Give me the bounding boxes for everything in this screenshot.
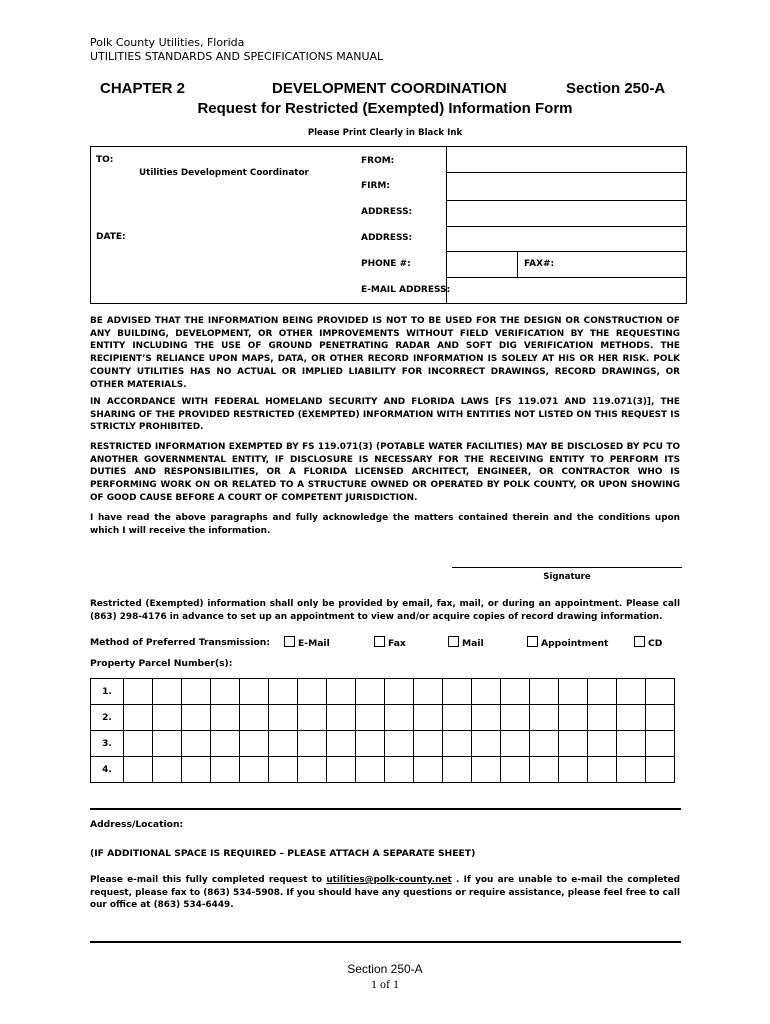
email-option[interactable]: E-Mail	[284, 636, 330, 649]
to-value: Utilities Development Coordinator	[139, 168, 309, 178]
signature-label: Signature	[543, 572, 591, 582]
closing-paragraph: Please e-mail this fully completed request to utilities@polk-county.net . If you are unable to e-mail the completed request, please fax to (863) 534-5908. If you should have any questions or require assistance, please feel free to call our office at (863) 534-6449.	[90, 875, 681, 911]
delivery-note: Restricted (Exempted) information shall only be provided by email, fax, mail, or during an appointment. Please call (863) 298-4176 in advance to set up an appointment to view and/or acquire copies of record drawing information.	[90, 599, 680, 622]
form-title: Request for Restricted (Exempted) Information Form	[197, 100, 573, 117]
address-location-label[interactable]: Address/Location:	[90, 819, 184, 830]
org-name: Polk County Utilities, Florida	[90, 36, 245, 49]
fax-option[interactable]: Fax	[374, 636, 406, 649]
checkbox-icon[interactable]	[448, 636, 459, 647]
date-label: DATE:	[96, 232, 126, 242]
appointment-option[interactable]: Appointment	[527, 636, 608, 649]
parcel-row-number: 3.	[91, 731, 124, 757]
manual-title: UTILITIES STANDARDS AND SPECIFICATIONS MANUAL	[90, 50, 384, 63]
chapter-title: DEVELOPMENT COORDINATION	[272, 80, 507, 97]
parcel-row	[91, 679, 675, 705]
checkbox-icon[interactable]	[634, 636, 645, 647]
firm-label[interactable]: FIRM:	[361, 181, 390, 191]
fax-label[interactable]: FAX#:	[524, 259, 555, 269]
homeland-security-paragraph: IN ACCORDANCE WITH FEDERAL HOMELAND SECURITY AND FLORIDA LAWS [FS 119.071 AND 119.071(3)], THE SHARING OF THE PROVIDED RESTRICTED (EXEMPTED) INFORMATION WITH ENTITIES NOT LISTED ON THIS REQUEST IS STRICTLY PROHIBITED.	[90, 397, 680, 433]
parcel-row	[91, 731, 675, 757]
parcel-row-number: 2.	[91, 705, 124, 731]
phone-label[interactable]: PHONE #:	[361, 259, 411, 269]
email-link[interactable]: utilities@polk-county.net	[326, 875, 452, 885]
parcel-row-number: 1.	[91, 679, 124, 705]
to-label: TO:	[96, 155, 114, 165]
acknowledgement-paragraph: I have read the above paragraphs and fully acknowledge the matters contained therein and the conditions upon which I will receive the information.	[90, 513, 680, 536]
checkbox-icon[interactable]	[284, 636, 295, 647]
cd-option[interactable]: CD	[634, 636, 662, 649]
signature-line[interactable]	[452, 567, 682, 568]
parcel-row-number: 4.	[91, 757, 124, 783]
email-label[interactable]: E-MAIL ADDRESS:	[361, 285, 451, 295]
section-label: Section 250-A	[566, 80, 666, 97]
parcel-label: Property Parcel Number(s):	[90, 658, 233, 669]
address-label-2[interactable]: ADDRESS:	[361, 233, 413, 243]
mail-option[interactable]: Mail	[448, 636, 484, 649]
from-label[interactable]: FROM:	[361, 156, 395, 166]
exemption-paragraph: RESTRICTED INFORMATION EXEMPTED BY FS 119.071(3) (POTABLE WATER FACILITIES) MAY BE DISCLOSED BY PCU TO ANOTHER GOVERNMENTAL ENTITY, IF DISCLOSURE IS NECESSARY FOR THE RECEIVING ENTITY TO PERFORM ITS DUTIES AND RESPONSIBILITIES, OR A FLORIDA LICENSED ARCHITECT, ENGINEER, OR CONTRACTOR WHO IS PERFORMING WORK ON OR RELATED TO A STRUCTURE OWNED OR OPERATED BY POLK COUNTY, OR UPON SHOWING OF GOOD CAUSE BEFORE A COURT OF COMPETENT JURISDICTION.	[90, 442, 680, 503]
footer-rule	[90, 941, 681, 943]
checkbox-icon[interactable]	[527, 636, 538, 647]
parcel-row	[91, 705, 675, 731]
chapter-label: CHAPTER 2	[100, 80, 186, 97]
page-number: 1 of 1	[371, 977, 399, 991]
disclaimer-paragraph: BE ADVISED THAT THE INFORMATION BEING PROVIDED IS NOT TO BE USED FOR THE DESIGN OR CONSTRUCTION OF ANY BUILDING, DEVELOPMENT, OR OTHER IMPROVEMENTS WITHOUT FIELD VERIFICATION BY THE REQUESTING ENTITY INCLUDING THE USE OF GROUND PENETRATING RADAR AND SOFT DIG VERIFICATION METHODS. THE RECIPIENT’S RELIANCE UPON MAPS, DATA, OR OTHER RECORD INFORMATION IS SOLELY AT HIS OR HER RISK. POLK COUNTY UTILITIES HAS NO ACTUAL OR IMPLIED LIABILITY FOR INCORRECT DRAWINGS, RECORD DRAWINGS, OR OTHER MATERIALS.	[90, 316, 680, 390]
transmission-label: Method of Preferred Transmission:	[90, 637, 271, 648]
parcel-grid	[90, 678, 675, 783]
footer-section: Section 250-A	[347, 962, 423, 976]
contact-box	[90, 146, 687, 304]
address-rule	[90, 808, 681, 810]
checkbox-icon[interactable]	[374, 636, 385, 647]
additional-space-note: (IF ADDITIONAL SPACE IS REQUIRED – PLEASE ATTACH A SEPARATE SHEET)	[90, 848, 476, 859]
print-instruction: Please Print Clearly in Black Ink	[307, 128, 463, 138]
parcel-row	[91, 757, 675, 783]
address-label-1[interactable]: ADDRESS:	[361, 207, 413, 217]
box-divider	[446, 147, 447, 303]
